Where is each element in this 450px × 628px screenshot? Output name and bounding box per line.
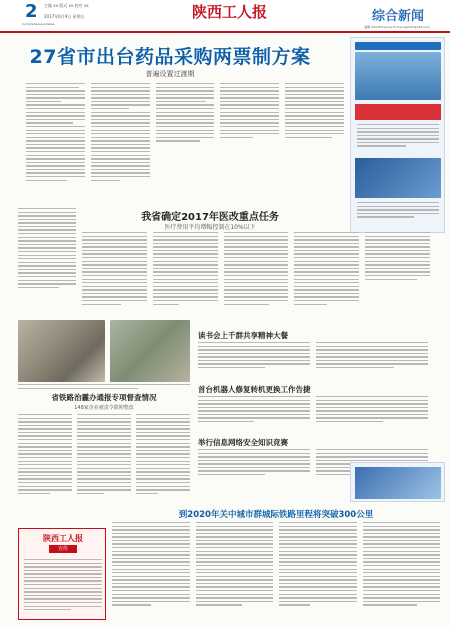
section-name: 综合新闻	[372, 9, 425, 24]
lead-story-body	[26, 83, 344, 201]
ad-block-red	[355, 104, 441, 120]
text-col	[18, 414, 72, 512]
text-col	[77, 414, 131, 512]
ad-image	[355, 467, 441, 499]
ad-banner-top	[355, 42, 441, 50]
text-col	[82, 232, 147, 322]
small-story-2-body	[198, 396, 428, 430]
masthead: 陕西工人报	[192, 3, 268, 21]
contact-line: 编辑 029-87xxxxxx E-mail:sgrbzh@163.com	[364, 25, 430, 29]
second-subhead: 医疗费用平均增幅控制在10%以下	[164, 224, 256, 231]
bottom-story-body	[112, 522, 440, 622]
text-col	[196, 522, 274, 622]
news-photo	[110, 320, 190, 382]
text-col	[26, 83, 85, 201]
text-col	[220, 83, 279, 201]
text-col	[198, 342, 310, 376]
left-story-headline: 省铁路治霾办通报专项督查情况	[51, 393, 157, 402]
ad-text-block	[357, 202, 439, 220]
text-col	[198, 396, 310, 430]
text-col	[365, 232, 430, 322]
text-col	[156, 83, 215, 201]
editor-info: 主编 xx 版式 xx 校对 xx	[44, 3, 89, 8]
news-photo	[18, 320, 105, 382]
text-col	[112, 522, 190, 622]
ad-title: 陕西工人报	[43, 533, 83, 543]
second-headline: 我省确定2017年医改重点任务	[141, 212, 279, 223]
left-text-column	[18, 208, 76, 290]
small-story-1-headline: 读书会上千群共享精神大餐	[198, 331, 288, 340]
lead-subhead: 普遍设置过渡期	[145, 70, 195, 78]
text-col	[285, 83, 344, 201]
ad-tag: 宣传	[49, 545, 77, 553]
text-col	[153, 232, 218, 322]
photo-caption	[18, 384, 190, 391]
page-number: 2	[25, 1, 38, 22]
page-label: Comprehensive News	[22, 22, 55, 26]
sidebar-ad	[350, 37, 445, 233]
text-col	[224, 232, 289, 322]
small-story-2-headline: 首台机器人修复转机更换工作告捷	[198, 385, 311, 394]
left-story-body	[18, 414, 190, 512]
small-story-1-body	[198, 342, 428, 376]
left-story-subhead: 148家企业被责令限期整改	[74, 405, 134, 411]
text-col	[363, 522, 441, 622]
text-col	[91, 83, 150, 201]
issue-date: 2017年6月9日 星期五	[44, 14, 85, 19]
second-story-body	[82, 232, 430, 322]
text-col	[279, 522, 357, 622]
bottom-headline: 到2020年关中城市群城际铁路里程将突破300公里	[178, 510, 374, 520]
text-col	[294, 232, 359, 322]
ad-text-block	[24, 559, 102, 613]
bottom-left-ad	[18, 528, 106, 620]
text-col	[198, 449, 310, 483]
ad-text-block	[357, 124, 439, 149]
text-col	[316, 342, 428, 376]
ad-image-2	[355, 158, 441, 198]
text-col	[316, 396, 428, 430]
lead-headline: 27省市出台药品采购两票制方案	[29, 46, 311, 68]
header-bar	[0, 0, 450, 33]
text-col	[136, 414, 190, 512]
right-ad-lower	[350, 462, 445, 502]
small-story-3-headline: 举行信息网络安全知识竞赛	[198, 438, 288, 447]
ad-image	[355, 52, 441, 100]
